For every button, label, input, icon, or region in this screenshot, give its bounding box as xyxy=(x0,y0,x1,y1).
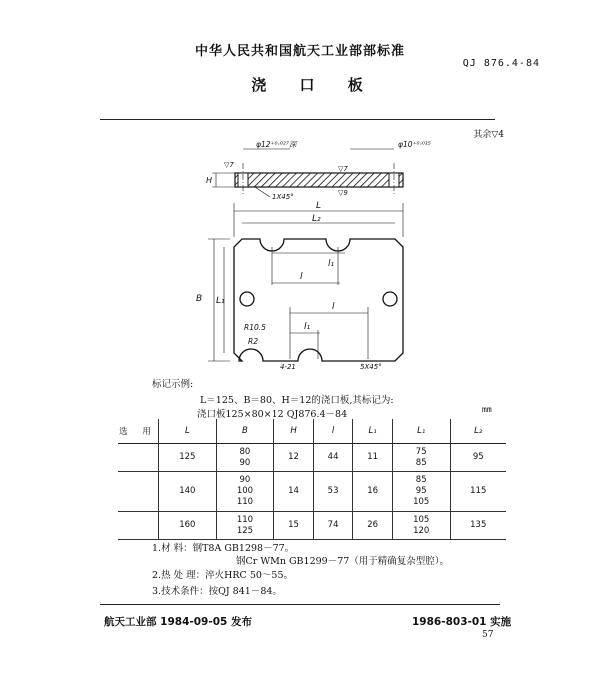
cell-B: 90 100 110 xyxy=(216,472,274,512)
label-chamfer2: 5X45° xyxy=(360,363,382,371)
example-line-2: 浇口板125×80×12 QJ876.4－84 xyxy=(197,409,348,420)
organization-header: 中华人民共和国航天工业部部标准 xyxy=(194,44,405,59)
col-header-l: l xyxy=(313,419,353,444)
technical-drawing xyxy=(150,135,440,375)
cell-B: 80 90 xyxy=(216,444,274,472)
cell-L2: 115 xyxy=(450,472,506,512)
label-r7b: ▽7 xyxy=(338,165,348,173)
cell-L: 140 xyxy=(159,472,217,512)
label-L1: L₁ xyxy=(216,296,225,306)
cell-L2: 135 xyxy=(450,512,506,540)
cell-l: 44 xyxy=(313,444,353,472)
label-l1-top: l₁ xyxy=(328,259,335,269)
label-r7a: ▽7 xyxy=(224,161,234,169)
label-h: H xyxy=(206,176,213,185)
cell-L: 160 xyxy=(159,512,217,540)
col-header-B: B xyxy=(216,419,274,444)
standard-number: QJ 876.4-84 xyxy=(462,58,540,69)
note-material-alt: 钢Cr WMn GB1299－77（用于精确复杂型腔）。 xyxy=(236,556,450,567)
col-header-L: L xyxy=(159,419,217,444)
label-d1: φ12⁺⁰·⁰²⁷深 xyxy=(256,140,297,149)
col-header-L2: L₂ xyxy=(450,419,506,444)
dimension-table xyxy=(118,419,506,540)
document-title: 浇 口 板 xyxy=(251,76,377,94)
label-l-top: l xyxy=(300,272,303,282)
label-l-bottom: l xyxy=(332,302,335,312)
issue-info: 航天工业部 1984-09-05 发布 xyxy=(104,616,252,628)
implementation-date: 1986-803-01 实施 xyxy=(412,616,512,628)
cell-H: 12 xyxy=(274,444,314,472)
table-row xyxy=(118,512,506,540)
cell-l: 53 xyxy=(313,472,353,512)
example-line-1: L＝125、B＝80、H＝12的浇口板,其标记为: xyxy=(200,395,394,406)
col-header-H: H xyxy=(274,419,314,444)
example-label: 标记示例: xyxy=(152,379,194,390)
cell-H: 15 xyxy=(274,512,314,540)
unit-label: mm xyxy=(482,405,492,414)
label-d2: φ10⁺⁰·⁰¹⁵ xyxy=(398,140,431,149)
note-material: 1.材 料：钢T8A GB1298－77。 xyxy=(152,543,295,554)
cell-l1: 16 xyxy=(353,472,393,512)
page-number: 57 xyxy=(482,630,494,640)
col-header-select: 选 用 xyxy=(118,419,159,444)
label-l1-bottom: l₁ xyxy=(304,322,311,332)
plan-view xyxy=(234,239,403,361)
label-r9: ▽9 xyxy=(338,189,348,197)
cell-H: 14 xyxy=(274,472,314,512)
note-technical-conditions: 3.技术条件：按QJ 841－84。 xyxy=(152,586,282,597)
cell-L1: 105 120 xyxy=(392,512,450,540)
dimension-lines xyxy=(208,203,403,361)
label-L2: L₂ xyxy=(312,214,321,224)
label-r10: R10.5 xyxy=(244,323,266,332)
label-chamfer1: 1X45° xyxy=(272,193,294,201)
cell-L2: 95 xyxy=(450,444,506,472)
label-r4: 4-21 xyxy=(280,363,296,371)
bottom-rule xyxy=(100,604,500,605)
cell-l: 74 xyxy=(313,512,353,540)
top-rule xyxy=(100,119,495,120)
cell-B: 110 125 xyxy=(216,512,274,540)
cell-L1: 75 85 xyxy=(392,444,450,472)
cell-l1: 26 xyxy=(353,512,393,540)
label-L: L xyxy=(316,201,322,211)
col-header-l1: L₁ xyxy=(353,419,393,444)
roughness-note: 其余▽4 xyxy=(473,130,504,140)
label-B: B xyxy=(196,294,203,304)
cell-L: 125 xyxy=(159,444,217,472)
table-row xyxy=(118,472,506,512)
cell-L1: 85 95 105 xyxy=(392,472,450,512)
col-header-L1: L₁ xyxy=(392,419,450,444)
label-r2: R2 xyxy=(248,337,258,346)
section-view xyxy=(212,149,403,197)
table-row xyxy=(118,444,506,472)
table-header-row xyxy=(118,419,506,444)
cell-l1: 11 xyxy=(353,444,393,472)
note-heat-treatment: 2.热 处 理：淬火HRC 50～55。 xyxy=(152,570,294,581)
